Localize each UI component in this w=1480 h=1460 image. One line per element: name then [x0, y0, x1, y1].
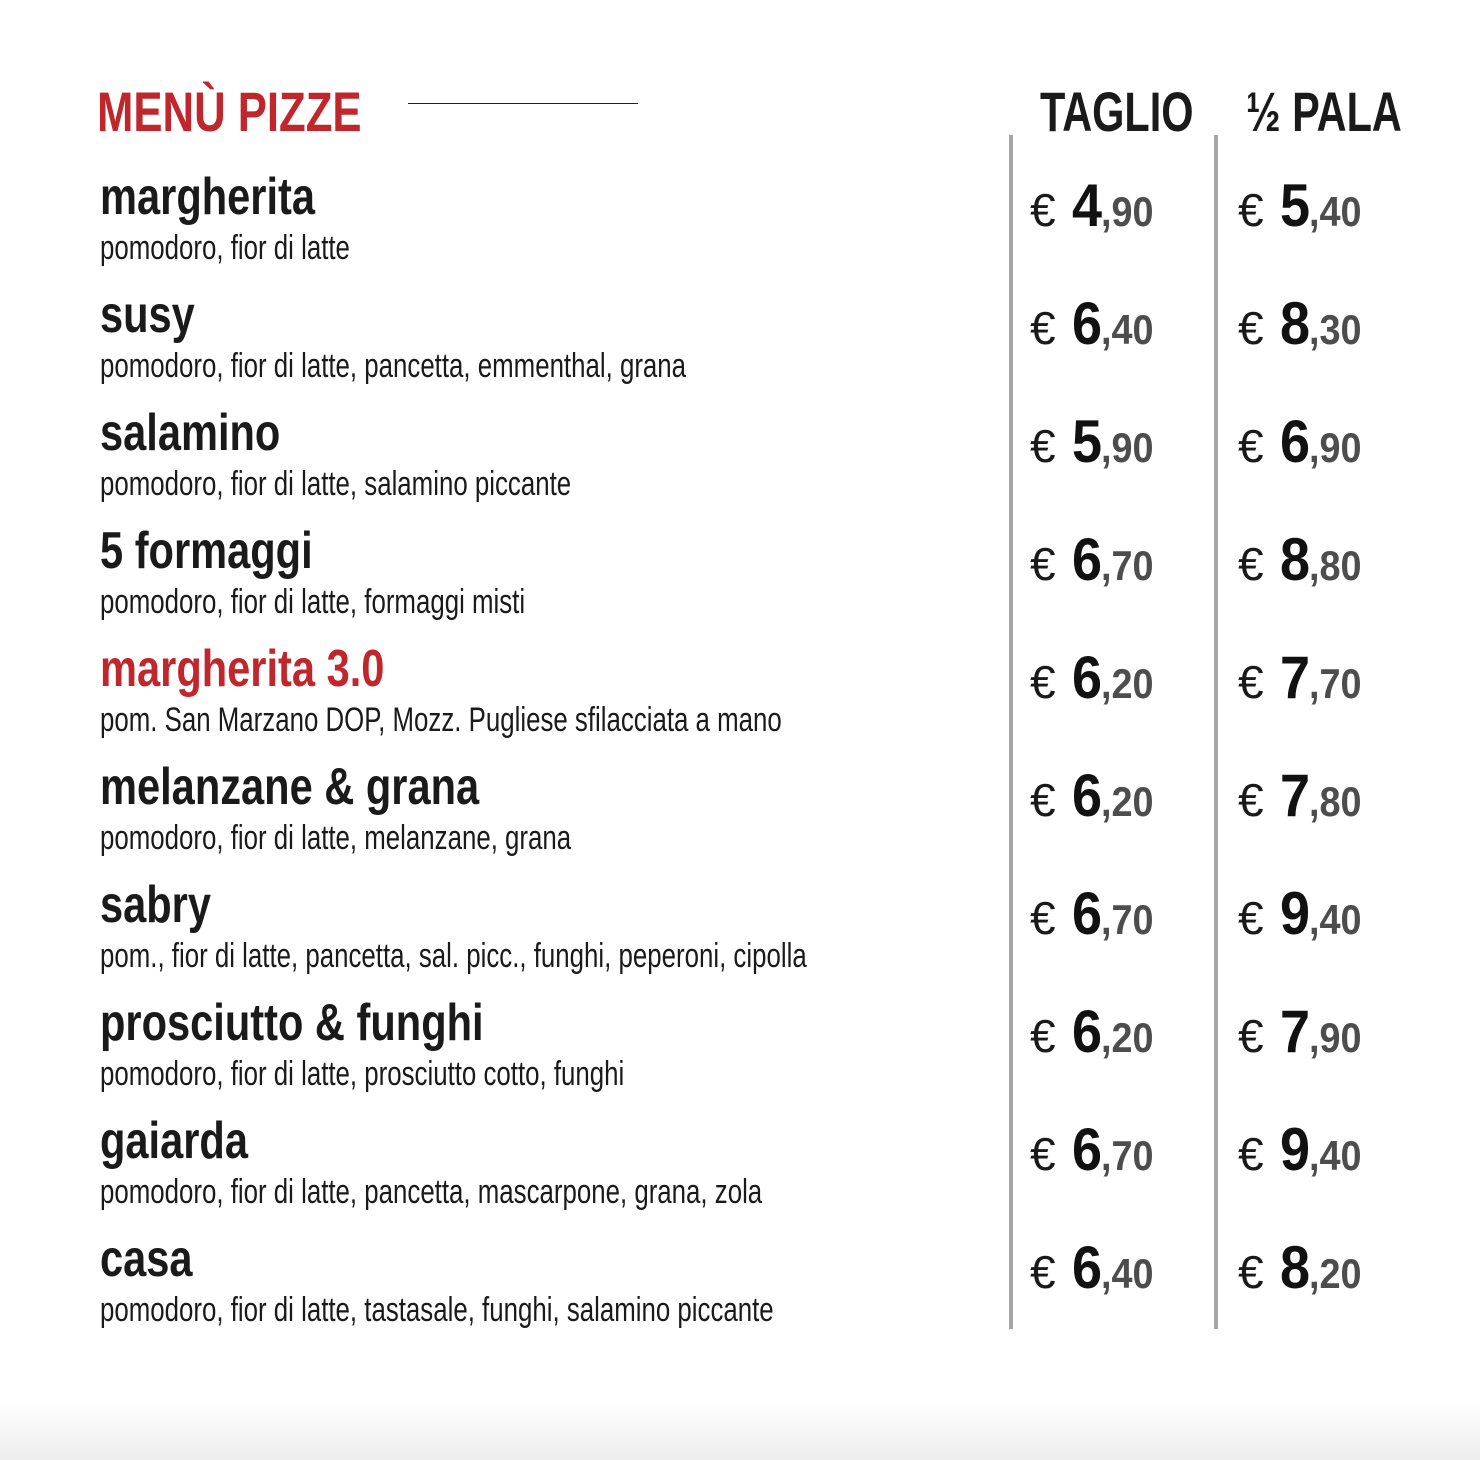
price-taglio-cents: ,40 [1100, 306, 1154, 353]
euro-sign: € [1238, 538, 1264, 590]
euro-sign: € [1238, 302, 1264, 354]
column-header-taglio: TAGLIO [1040, 80, 1194, 143]
price-taglio-euros: 6 [1071, 526, 1102, 593]
column-header-half-pala: ½ PALA [1246, 80, 1402, 143]
price-pala-cents: ,40 [1308, 188, 1362, 235]
pizza-ingredients: pomodoro, fior di latte, prosciutto cotto, funghi [100, 1055, 625, 1093]
price-pala-cents: ,80 [1308, 542, 1362, 589]
pizza-row [0, 522, 1480, 640]
price-pala-euros: 5 [1279, 172, 1310, 239]
euro-sign: € [1238, 1246, 1264, 1298]
price-half-pala [1238, 1234, 1367, 1301]
euro-sign: € [1238, 892, 1264, 944]
price-taglio-euros: 6 [1071, 762, 1102, 829]
price-taglio-cents: ,90 [1100, 424, 1154, 471]
price-half-pala [1238, 644, 1367, 711]
pizza-name: salamino [100, 404, 281, 462]
price-taglio [1030, 644, 1159, 711]
pizza-name: melanzane & grana [100, 758, 480, 816]
price-taglio-euros: 4 [1071, 172, 1102, 239]
euro-sign: € [1238, 184, 1264, 236]
price-taglio [1030, 762, 1159, 829]
bottom-shade [0, 1400, 1480, 1460]
price-taglio [1030, 172, 1159, 239]
price-pala-cents: ,40 [1308, 1132, 1362, 1179]
price-half-pala [1238, 880, 1367, 947]
euro-sign: € [1238, 656, 1264, 708]
pizza-name: gaiarda [100, 1112, 248, 1170]
pizza-row [0, 876, 1480, 994]
price-pala-cents: ,90 [1308, 1014, 1362, 1061]
price-taglio-cents: ,70 [1100, 1132, 1154, 1179]
price-pala-cents: ,30 [1308, 306, 1362, 353]
euro-sign: € [1030, 538, 1056, 590]
euro-sign: € [1238, 1010, 1264, 1062]
price-pala-cents: ,40 [1308, 896, 1362, 943]
pizza-row [0, 994, 1480, 1112]
pizza-ingredients: pom., fior di latte, pancetta, sal. picc., funghi, peperoni, cipolla [100, 937, 807, 975]
price-pala-euros: 8 [1279, 1234, 1310, 1301]
price-pala-cents: ,80 [1308, 778, 1362, 825]
pizza-row [0, 286, 1480, 404]
price-taglio-cents: ,70 [1100, 896, 1154, 943]
pizza-row [0, 1112, 1480, 1230]
euro-sign: € [1030, 420, 1056, 472]
price-pala-cents: ,20 [1308, 1250, 1362, 1297]
pizza-name: margherita 3.0 [100, 640, 385, 698]
price-taglio-cents: ,20 [1100, 1014, 1154, 1061]
price-taglio-euros: 6 [1071, 998, 1102, 1065]
pizza-name: margherita [100, 168, 316, 226]
pizza-ingredients: pomodoro, fior di latte, tastasale, funghi, salamino piccante [100, 1291, 774, 1329]
price-pala-cents: ,70 [1308, 660, 1362, 707]
pizza-row [0, 404, 1480, 522]
euro-sign: € [1030, 1128, 1056, 1180]
price-pala-euros: 7 [1279, 998, 1310, 1065]
euro-sign: € [1030, 184, 1056, 236]
price-pala-euros: 7 [1279, 762, 1310, 829]
price-taglio-cents: ,70 [1100, 542, 1154, 589]
price-taglio-euros: 5 [1071, 408, 1102, 475]
title-rule [408, 103, 638, 104]
price-half-pala [1238, 408, 1367, 475]
price-taglio [1030, 526, 1159, 593]
price-pala-euros: 7 [1279, 644, 1310, 711]
euro-sign: € [1238, 1128, 1264, 1180]
price-taglio-cents: ,40 [1100, 1250, 1154, 1297]
price-taglio [1030, 880, 1159, 947]
euro-sign: € [1030, 774, 1056, 826]
euro-sign: € [1030, 656, 1056, 708]
pizza-ingredients: pomodoro, fior di latte, melanzane, grana [100, 819, 572, 857]
pizza-name: sabry [100, 876, 212, 934]
euro-sign: € [1030, 302, 1056, 354]
price-half-pala [1238, 998, 1367, 1065]
price-taglio-euros: 6 [1071, 644, 1102, 711]
pizza-ingredients: pomodoro, fior di latte, pancetta, mascarpone, grana, zola [100, 1173, 763, 1211]
price-pala-euros: 9 [1279, 880, 1310, 947]
price-taglio [1030, 1234, 1159, 1301]
euro-sign: € [1030, 1010, 1056, 1062]
price-taglio-cents: ,20 [1100, 660, 1154, 707]
pizza-name: susy [100, 286, 195, 344]
price-half-pala [1238, 290, 1367, 357]
price-taglio-euros: 6 [1071, 1116, 1102, 1183]
price-taglio-cents: ,20 [1100, 778, 1154, 825]
price-taglio [1030, 290, 1159, 357]
pizza-ingredients: pomodoro, fior di latte, formaggi misti [100, 583, 526, 621]
price-pala-euros: 9 [1279, 1116, 1310, 1183]
pizza-row [0, 640, 1480, 758]
pizza-row [0, 1230, 1480, 1348]
price-half-pala [1238, 172, 1367, 239]
price-taglio-euros: 6 [1071, 290, 1102, 357]
pizza-name: 5 formaggi [100, 522, 313, 580]
price-taglio [1030, 1116, 1159, 1183]
price-taglio [1030, 408, 1159, 475]
price-pala-euros: 8 [1279, 526, 1310, 593]
pizza-ingredients: pomodoro, fior di latte [100, 229, 350, 267]
euro-sign: € [1238, 420, 1264, 472]
pizza-name: casa [100, 1230, 193, 1288]
pizza-ingredients: pom. San Marzano DOP, Mozz. Pugliese sfilacciata a mano [100, 701, 782, 739]
euro-sign: € [1030, 1246, 1056, 1298]
euro-sign: € [1030, 892, 1056, 944]
pizza-row [0, 168, 1480, 286]
price-taglio [1030, 998, 1159, 1065]
pizza-ingredients: pomodoro, fior di latte, pancetta, emmenthal, grana [100, 347, 687, 385]
price-half-pala [1238, 526, 1367, 593]
pizza-row [0, 758, 1480, 876]
price-pala-euros: 6 [1279, 408, 1310, 475]
euro-sign: € [1238, 774, 1264, 826]
price-half-pala [1238, 762, 1367, 829]
price-taglio-cents: ,90 [1100, 188, 1154, 235]
price-taglio-euros: 6 [1071, 880, 1102, 947]
price-half-pala [1238, 1116, 1367, 1183]
page-title: MENÙ PIZZE [97, 80, 362, 143]
price-pala-cents: ,90 [1308, 424, 1362, 471]
price-taglio-euros: 6 [1071, 1234, 1102, 1301]
price-pala-euros: 8 [1279, 290, 1310, 357]
pizza-ingredients: pomodoro, fior di latte, salamino piccante [100, 465, 572, 503]
pizza-name: prosciutto & funghi [100, 994, 484, 1052]
